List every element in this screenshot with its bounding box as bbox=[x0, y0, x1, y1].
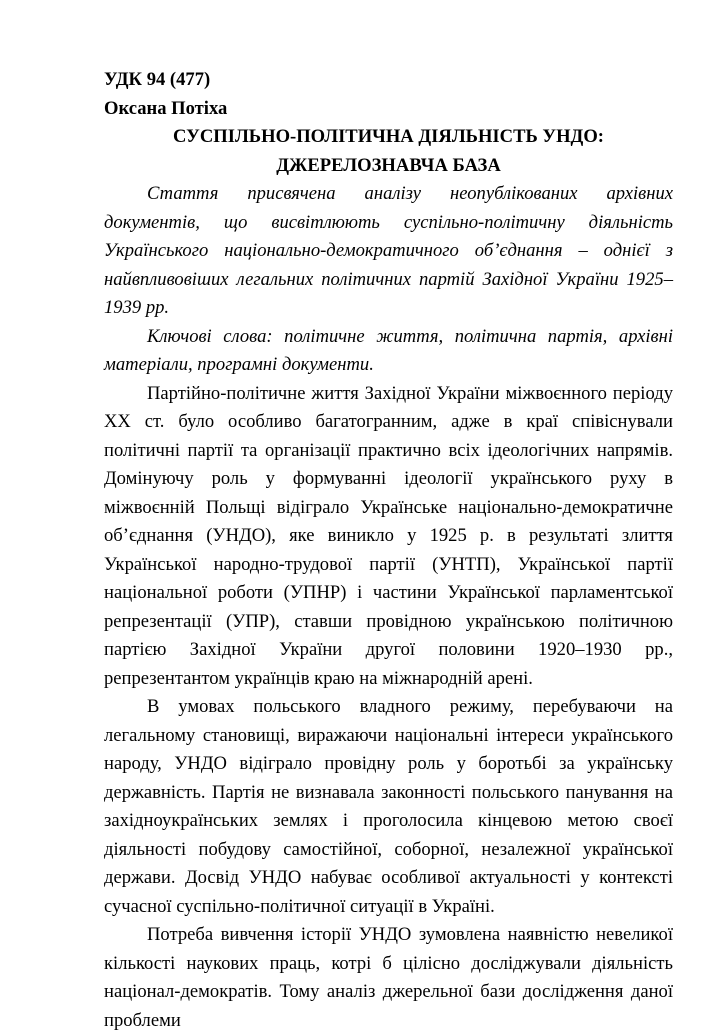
body-paragraph-3: Потреба вивчення історії УНДО зумовлена наявністю невеликої кількості наукових праць, котрі б цілісно досліджували діяльність націонал-демократів. Тому аналіз джерельної бази дослідження даної проблеми bbox=[104, 924, 673, 1031]
keywords-paragraph: Ключові слова: політичне життя, політична партія, архівні матеріали, програмні документи. bbox=[104, 325, 673, 375]
article-title-line-1: СУСПІЛЬНО-ПОЛІТИЧНА ДІЯЛЬНІСТЬ УНДО: bbox=[173, 126, 604, 147]
body-paragraph-1: Партійно-політичне життя Західної України міжвоєнного періоду ХХ ст. було особливо багатогранним, адже в краї співіснували політичні партії та організації практично всіх ідеологічних напрямів. Домінуючу роль у формуванні ідеології українського руху в міжвоєнній Польщі відіграло Українське національно-демократичне об’єднання (УНДО), яке виникло у 1925 р. в результаті злиття Української народно-трудової партії (УНТП), Української партії національної роботи (УПНР) і частини Української парламентської репрезентації (УПР), ставши провідною українською політичною партією Західної України другої половини 1920–1930 рр., репрезентантом українців краю на міжнародній арені. bbox=[104, 382, 673, 689]
author-name: Оксана Потіха bbox=[104, 97, 228, 119]
article-title-line-2: ДЖЕРЕЛОЗНАВЧА БАЗА bbox=[276, 154, 501, 176]
udk-code: УДК 94 (477) bbox=[104, 69, 211, 90]
abstract-paragraph: Стаття присвячена аналізу неопублікованих архівних документів, що висвітлюють суспільно-політичну діяльність Українського національно-демократичного об’єднання – однієї з найвпливовіших легальних політичних партій Західної України 1925–1939 рр. bbox=[104, 183, 673, 318]
body-paragraph-2: В умовах польського владного режиму, перебуваючи на легальному становищі, виражаючи національні інтереси українського народу, УНДО відіграло провідну роль у боротьбі за українську державність. Партія не визнавала законності польського панування на західноукраїнських землях і проголосила кінцевою метою своєї діяльності побудову самостійної, соборної, незалежної української держави. Досвід УНДО набуває особливої актуальності у контексті сучасної суспільно-політичної ситуації в Україні. bbox=[104, 696, 673, 917]
article-content bbox=[104, 66, 673, 1035]
